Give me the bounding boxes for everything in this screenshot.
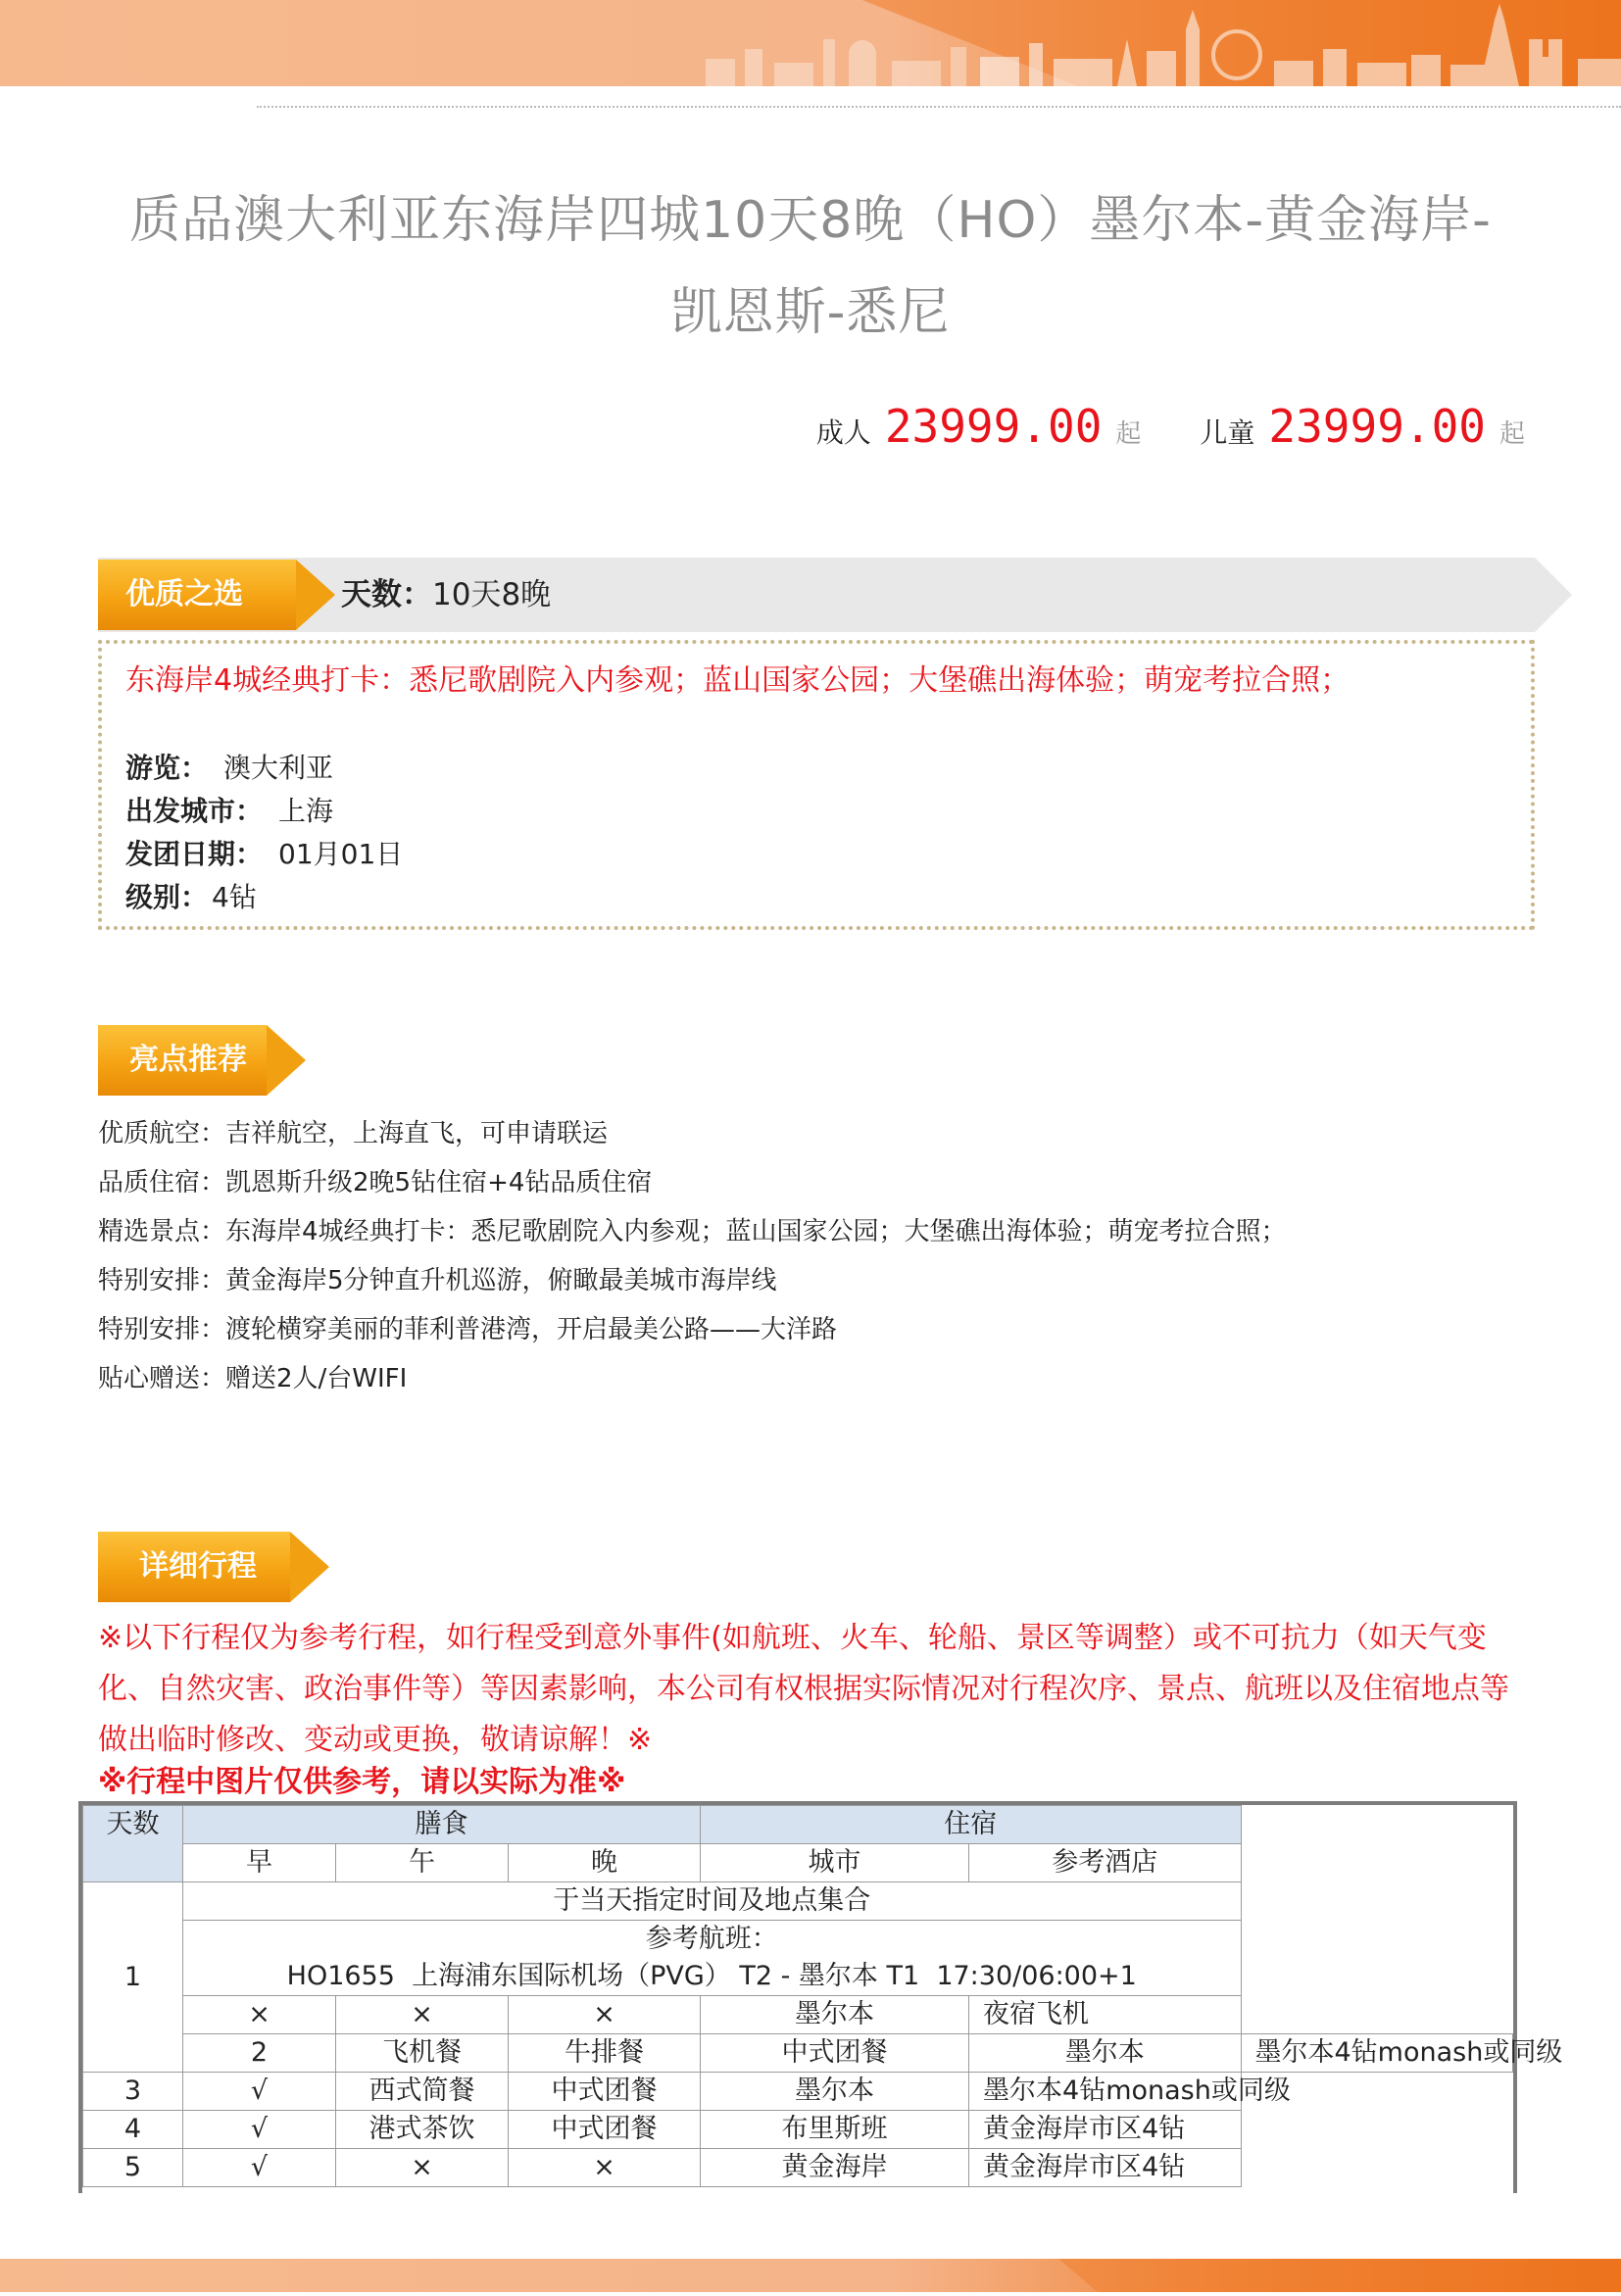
quality-tab-label: 优质之选 [98,560,296,630]
header-lunch: 午 [336,1844,509,1882]
highlights-tab-label: 亮点推荐 [98,1025,267,1096]
schedule-table [78,1801,1563,2193]
days-value: 10天8晚 [432,577,552,612]
city-cell: 黄金海岸 [701,2149,969,2187]
depart-city-row [125,790,333,833]
dinner-cell: × [509,2149,701,2187]
header-breakfast: 早 [183,1844,336,1882]
level-value: 4钻 [212,881,257,913]
header-hotel: 参考酒店 [969,1844,1241,1882]
lunch-cell: × [336,1996,509,2034]
flight-detail: HO1655 上海浦东国际机场（PVG） T2 - 墨尔本 T1 17:30/06:00+1 [286,1961,1137,1991]
header-days: 天数 [83,1806,183,1882]
depart-city-key: 出发城市： [125,795,264,827]
depart-date-key: 发团日期： [125,838,264,870]
breakfast-cell: √ [183,2073,336,2111]
flight-label: 参考航班： [645,1924,778,1954]
dinner-cell: 中式团餐 [509,2111,701,2149]
tour-region-value: 澳大利亚 [223,752,334,784]
footer-stripe-decoration [0,2259,1621,2292]
level-row [125,876,257,919]
itinerary-tab-label: 详细行程 [98,1532,290,1602]
header-city: 城市 [701,1844,969,1882]
table-row [83,2073,1513,2111]
breakfast-cell: √ [183,2111,336,2149]
itinerary-disclaimer: ※以下行程仅为参考行程，如行程受到意外事件(如航班、火车、轮船、景区等调整）或不可抗力（如天气变化、自然灾害、政治事件等）等因素影响，本公司有权根据实际情况对行程次序、景点、航班以及住宿地点等做出临时修改、变动或更换，敬请谅解！※ [98,1621,1509,1757]
footer-banner [0,2259,1621,2292]
header-lodging: 住宿 [701,1806,1241,1844]
image-disclaimer: ※行程中图片仅供参考，请以实际为准※ [98,1765,626,1799]
highlight-item: 贴心赠送：赠送2人/台WIFI [98,1364,408,1393]
tour-region-key: 游览： [125,752,209,784]
city-cell: 墨尔本 [701,2073,969,2111]
table-row [83,2111,1513,2149]
lunch-cell: 西式简餐 [336,2073,509,2111]
child-price-value: 23999.00 [1268,400,1486,453]
dinner-cell: 中式团餐 [509,2073,701,2111]
days-bar-arrow [1535,558,1572,632]
depart-date-value: 01月01日 [278,838,404,870]
page-title-line1: 质品澳大利亚东海岸四城10天8晚（HO）墨尔本-黄金海岸- [129,191,1492,250]
dinner-cell: × [509,1996,701,2034]
header-meals: 膳食 [183,1806,701,1844]
itinerary-tab-arrow [290,1532,329,1602]
day-cell: 1 [83,1882,183,2073]
adult-price-value: 23999.00 [884,400,1103,453]
dinner-cell: 中式团餐 [701,2034,969,2073]
city-cell: 布里斯班 [701,2111,969,2149]
tour-highlight-red: 东海岸4城经典打卡：悉尼歌剧院入内参观；蓝山国家公园；大堡礁出海体验；萌宠考拉合照； [125,663,1351,698]
price-row [816,400,1525,459]
day-gather-note: 于当天指定时间及地点集合 [183,1882,1242,1921]
day-cell: 3 [83,2073,183,2111]
hotel-cell: 墨尔本4钻monash或同级 [969,2073,1241,2111]
days-info [341,558,551,632]
day-cell: 4 [83,2111,183,2149]
hotel-cell: 黄金海岸市区4钻 [969,2149,1241,2187]
page-title-line2: 凯恩斯-悉尼 [670,283,951,342]
city-cell: 墨尔本 [969,2034,1241,2073]
header-divider [257,106,1621,108]
days-key: 天数： [341,577,432,612]
breakfast-cell: × [183,1996,336,2034]
highlight-item: 特别安排：渡轮横穿美丽的菲利普港湾，开启最美公路——大洋路 [98,1315,838,1344]
table-row [83,2149,1513,2187]
depart-city-value: 上海 [278,795,334,827]
depart-date-row [125,833,403,876]
day-cell: 5 [83,2149,183,2187]
lunch-cell: 港式茶饮 [336,2111,509,2149]
lunch-cell: 牛排餐 [509,2034,701,2073]
hotel-cell: 夜宿飞机 [969,1996,1241,2034]
breakfast-cell: √ [183,2149,336,2187]
child-price-suffix: 起 [1498,419,1525,449]
header-banner [0,0,1621,86]
city-cell: 墨尔本 [701,1996,969,2034]
page-title [78,174,1543,359]
adult-price-label: 成人 [815,416,871,449]
breakfast-cell: 飞机餐 [336,2034,509,2073]
level-key: 级别： [125,881,209,913]
tour-region-row [125,747,333,790]
highlight-item: 品质住宿：凯恩斯升级2晚5钻住宿+4钻品质住宿 [98,1168,653,1197]
header-dinner: 晚 [509,1844,701,1882]
city-skyline-illustration [0,0,1621,86]
quality-tab-arrow [296,560,335,630]
highlight-item: 优质航空：吉祥航空，上海直飞，可申请联运 [98,1119,609,1148]
highlights-tab-arrow [267,1025,306,1096]
day-cell: 2 [183,2034,336,2073]
lunch-cell: × [336,2149,509,2187]
hotel-cell: 墨尔本4钻monash或同级 [1241,2034,1513,2073]
table-row [83,2034,1513,2073]
day-flight-info [183,1921,1242,1996]
highlight-item: 精选景点：东海岸4城经典打卡：悉尼歌剧院入内参观；蓝山国家公园；大堡礁出海体验；萌宠考拉合照； [98,1217,1287,1246]
child-price-label: 儿童 [1200,416,1255,449]
hotel-cell: 黄金海岸市区4钻 [969,2111,1241,2149]
highlight-item: 特别安排：黄金海岸5分钟直升机巡游，俯瞰最美城市海岸线 [98,1266,777,1295]
adult-price-suffix: 起 [1115,419,1142,449]
